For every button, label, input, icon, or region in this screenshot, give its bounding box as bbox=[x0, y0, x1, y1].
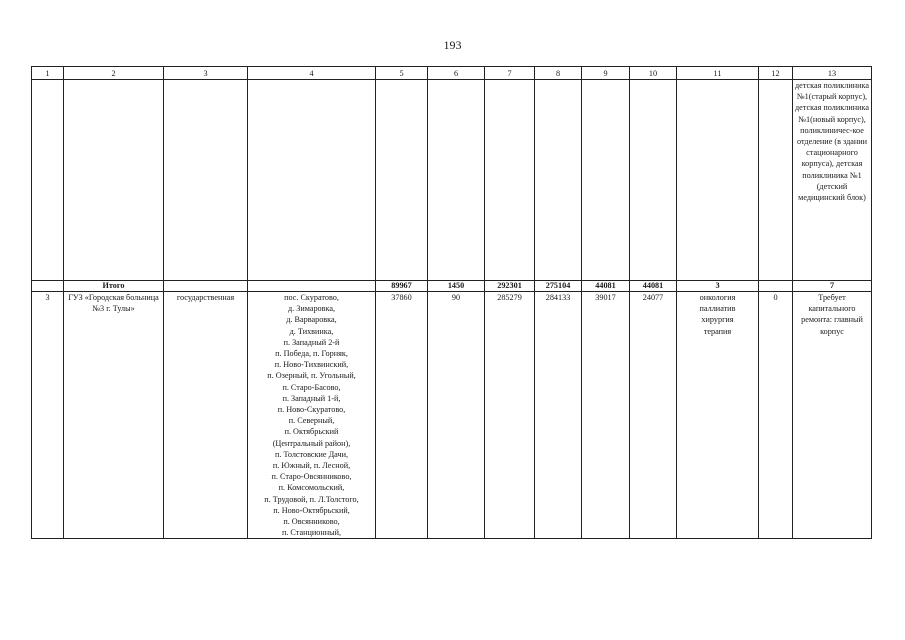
profiles-cell bbox=[677, 292, 759, 539]
profile-item: онкология bbox=[699, 293, 736, 302]
total-col11: 3 bbox=[677, 281, 759, 292]
table-cell bbox=[64, 80, 164, 281]
row-col12: 0 bbox=[759, 292, 793, 539]
total-col13: 7 bbox=[793, 281, 872, 292]
table-cell bbox=[376, 80, 428, 281]
table-cell bbox=[759, 281, 793, 292]
service-area: п. Западный 2-й bbox=[283, 337, 340, 347]
total-col8: 275104 bbox=[535, 281, 582, 292]
table-cell bbox=[582, 80, 630, 281]
total-col6: 1450 bbox=[428, 281, 485, 292]
table-cell bbox=[428, 80, 485, 281]
column-header: 6 bbox=[428, 67, 485, 80]
table-cell bbox=[630, 80, 677, 281]
row-col5: 37860 bbox=[376, 292, 428, 539]
service-area: п. Озерный, п. Угольный, bbox=[267, 371, 356, 381]
institution-name: ГУЗ «Городская больница №3 г. Тулы» bbox=[64, 292, 164, 539]
column-header: 4 bbox=[248, 67, 376, 80]
service-area: п. Станционный, bbox=[281, 528, 342, 538]
row-col7: 285279 bbox=[485, 292, 535, 539]
column-header: 5 bbox=[376, 67, 428, 80]
data-table bbox=[31, 66, 872, 539]
service-area: (Центральный район), bbox=[272, 438, 351, 448]
service-area: п. Ново-Скуратово, bbox=[277, 405, 346, 415]
table-row bbox=[32, 292, 872, 539]
table-cell bbox=[248, 281, 376, 292]
service-area: п. Толстовские Дачи, bbox=[274, 449, 349, 459]
ownership-type: государственная bbox=[164, 292, 248, 539]
service-area: п. Южный, п. Лесной, bbox=[272, 461, 351, 471]
column-header: 13 bbox=[793, 67, 872, 80]
column-header: 9 bbox=[582, 67, 630, 80]
service-area: д. Тихвинка, bbox=[289, 326, 334, 336]
service-area: п. Победа, п. Горняк, bbox=[275, 349, 348, 359]
service-area: п. Старо-Басово, bbox=[282, 382, 341, 392]
continuation-row bbox=[32, 80, 872, 281]
column-number-row bbox=[32, 67, 872, 80]
page-number: 193 bbox=[443, 38, 462, 52]
total-col9: 44081 bbox=[582, 281, 630, 292]
total-col5: 89967 bbox=[376, 281, 428, 292]
column-header: 8 bbox=[535, 67, 582, 80]
service-area: п. Северный, bbox=[288, 416, 335, 426]
service-area: д. Зимаровка, bbox=[287, 304, 336, 314]
profile-item: паллиатив bbox=[699, 304, 736, 314]
total-col7: 292301 bbox=[485, 281, 535, 292]
service-area: п. Комсомольский, bbox=[278, 483, 345, 493]
table-cell bbox=[535, 80, 582, 281]
repair-note: Требует капитального ремонта: главный корпус bbox=[793, 292, 872, 539]
total-col10: 44081 bbox=[630, 281, 677, 292]
facilities-cell: детская поликлиника №1(старый корпус), детская поликлиника №1(новый корпус), поликлиничес-кое отделение (в здании стационарного корпуса), детская поликлиника №1 (детский медицинский блок) bbox=[793, 80, 872, 281]
table-cell bbox=[32, 80, 64, 281]
total-row bbox=[32, 281, 872, 292]
row-col8: 284133 bbox=[535, 292, 582, 539]
column-header: 7 bbox=[485, 67, 535, 80]
service-area: п. Ново-Октябрьский, bbox=[273, 505, 350, 515]
table-cell bbox=[164, 80, 248, 281]
service-area: пос. Скуратово, bbox=[284, 293, 339, 302]
service-area: п. Октябрьский bbox=[284, 427, 339, 437]
row-number: 3 bbox=[32, 292, 64, 539]
table-cell bbox=[677, 80, 759, 281]
table-cell bbox=[164, 281, 248, 292]
column-header: 1 bbox=[32, 67, 64, 80]
column-header: 11 bbox=[677, 67, 759, 80]
table-cell bbox=[32, 281, 64, 292]
profile-item: хирургия bbox=[701, 315, 734, 325]
row-col10: 24077 bbox=[630, 292, 677, 539]
table-cell bbox=[248, 80, 376, 281]
table-cell bbox=[485, 80, 535, 281]
column-header: 3 bbox=[164, 67, 248, 80]
service-area: п. Ново-Тихвинский, bbox=[274, 360, 349, 370]
service-areas-cell bbox=[248, 292, 376, 539]
row-col9: 39017 bbox=[582, 292, 630, 539]
service-area: п. Старо-Овсянниково, bbox=[271, 472, 352, 482]
column-header: 10 bbox=[630, 67, 677, 80]
service-area: п. Трудовой, п. Л.Толстого, bbox=[264, 494, 359, 504]
total-label: Итого bbox=[64, 281, 164, 292]
service-area: п. Западный 1-й, bbox=[282, 393, 341, 403]
service-area: д. Варваровка, bbox=[286, 315, 337, 325]
row-col6: 90 bbox=[428, 292, 485, 539]
column-header: 12 bbox=[759, 67, 793, 80]
table-cell bbox=[759, 80, 793, 281]
column-header: 2 bbox=[64, 67, 164, 80]
profile-item: терапия bbox=[703, 326, 732, 336]
service-area: п. Овсянниково, bbox=[283, 517, 340, 527]
